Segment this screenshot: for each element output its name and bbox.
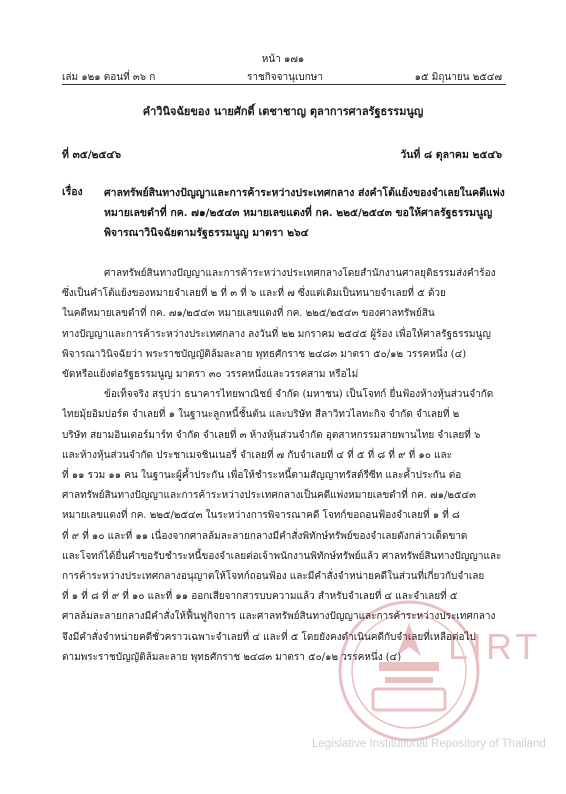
subject-line: ศาลทรัพย์สินทางปัญญาและการค้าระหว่างประเทศกลาง ส่งคำโต้แย้งของจำเลยในคดีแพ่ง: [104, 187, 505, 199]
text-line: ที่ ๙ ที่ ๑๐ และที่ ๑๑ เนื่องจากศาลล้มละลายกลางมีคำสั่งพิทักษ์ทรัพย์ของจำเลยดังกล่าวเด็ดขาด: [62, 530, 468, 542]
gazette-date: ๑๕ มิถุนายน ๒๕๔๗: [414, 72, 502, 83]
text-line: และห้างหุ้นส่วนจำกัด ประชาเมจชินเนอรี่ จำเลยที่ ๗ กับจำเลยที่ ๔ ที่ ๕ ที่ ๘ ที่ ๙ ที่ ๑๐ และ: [62, 449, 452, 461]
text-line: ศาลล้มละลายกลางมีคำสั่งให้ฟื้นฟูกิจการ และศาลทรัพย์สินทางปัญญาและการค้าระหว่างประเทศกลาง: [62, 611, 496, 623]
text-line: การค้าระหว่างประเทศกลางอนุญาตให้โจทก์ถอนฟ้อง และมีคำสั่งจำหน่ายคดีในส่วนที่เกี่ยวกับจำเลย: [62, 571, 485, 583]
repository-watermark: [222, 596, 552, 776]
text-line: ศาลทรัพย์สินทางปัญญาและการค้าระหว่างประเทศกลางเป็นคดีแพ่งหมายเลขดำที่ กค. ๗๑/๒๕๔๓: [62, 490, 476, 502]
document-date: วันที่ ๘ ตุลาคม ๒๕๔๖: [400, 149, 502, 161]
text-line: บริษัท สยามอินเตอร์มาร์ท จำกัด จำเลยที่ ๓ ห้างหุ้นส่วนจำกัด อุตสาหกรรมสายพานไทย จำเลยที่ ๖: [62, 429, 481, 441]
text-line: ทางปัญญาและการค้าระหว่างประเทศกลาง ลงวันที่ ๒๒ มกราคม ๒๕๔๕ ผู้ร้อง เพื่อให้ศาลรัฐธรรมนูญ: [62, 328, 491, 340]
text-line: ซึ่งเป็นคำโต้แย้งของหมายจำเลยที่ ๒ ที่ ๓ ที่ ๖ และที่ ๗ ซึ่งแต่เดิมเป็นทนายจำเลยที่ ๕ ด้วย: [62, 288, 446, 300]
document-number: ที่ ๓๕/๒๕๔๖: [62, 149, 122, 161]
text-line: พิจารณาวินิจฉัยว่า พระราชบัญญัติล้มละลาย พุทธศักราช ๒๔๘๓ มาตรา ๕๐/๑๒ วรรคหนึ่ง (๔): [62, 348, 467, 360]
text-line: ไทยมุ้ยอิมปอร์ต จำเลยที่ ๑ ในฐานะลูกหนี้ชั้นต้น และบริษัท สีลาวิทวไลทะกิจ จำกัด จำเลยที่ ๒: [62, 409, 460, 421]
subject-text: [104, 183, 512, 243]
page-number: หน้า ๑๗๑: [261, 54, 305, 65]
header-divider: [62, 84, 506, 85]
text-line: และโจทก์ได้ยื่นคำขอรับชำระหนี้ของจำเลยต่อเจ้าพนักงานพิทักษ์ทรัพย์แล้ว ศาลทรัพย์สินทางปัญญาและ: [62, 550, 502, 562]
document-title: คำวินิจฉัยของ นายศักดิ์ เตชาชาญ ตุลาการศาลรัฐธรรมนูญ: [142, 105, 424, 118]
text-line: ที่ ๑๑ รวม ๑๑ คน ในฐานะผู้ค้ำประกัน เพื่อให้ชำระหนี้ตามสัญญาทรัสต์รีซีท และค้ำประกัน ต่อ: [62, 470, 462, 482]
subject-line: พิจารณาวินิจฉัยตามรัฐธรรมนูญ มาตรา ๒๖๔: [104, 227, 309, 239]
text-line: ในคดีหมายเลขดำที่ กค. ๗๑/๒๕๔๓ หมายเลขแดงที่ กค. ๒๒๕/๒๕๔๓ ของศาลทรัพย์สิน: [62, 308, 435, 320]
subject-label: เรื่อง: [62, 186, 83, 198]
text-line: ตามพระราชบัญญัติล้มละลาย พุทธศักราช ๒๔๘๓ มาตรา ๕๐/๑๒ วรรคหนึ่ง (๔): [62, 651, 402, 663]
paragraph-1: [62, 264, 510, 385]
subject-line: หมายเลขดำที่ กค. ๗๑/๒๕๔๓ หมายเลขแดงที่ กค. ๒๒๕/๒๕๔๓ ขอให้ศาลรัฐธรรมนูญ: [104, 207, 493, 219]
gazette-header: [62, 70, 502, 85]
text-line: ขัดหรือแย้งต่อรัฐธรรมนูญ มาตรา ๓๐ วรรคหนึ่งและวรรคสาม หรือไม่: [62, 369, 359, 381]
text-line: จึงมีคำสั่งจำหน่ายคดีชั่วคราวเฉพาะจำเลยที่ ๔ และที่ ๕ โดยยังคงดำเนินคดีกับจำเลยที่เหลือต่อไป: [62, 631, 476, 643]
gazette-name: ราชกิจจานุเบกษา: [246, 72, 323, 83]
volume-issue: เล่ม ๑๒๑ ตอนที่ ๓๖ ก: [62, 72, 156, 83]
watermark-logo-text: LIRT: [448, 626, 542, 667]
text-line: ข้อเท็จจริง สรุปว่า ธนาคารไทยพาณิชย์ จำกัด (มหาชน) เป็นโจทก์ ยื่นฟ้องห้างหุ้นส่วนจำกัด: [104, 389, 494, 401]
seal-icon: [334, 596, 484, 746]
text-line: ที่ ๑ ที่ ๘ ที่ ๙ ที่ ๑๐ และที่ ๑๑ ออกเสียจากสารบบความแล้ว สำหรับจำเลยที่ ๔ และจำเลยที่ ๕: [62, 591, 458, 603]
watermark-caption: Legislative Institutional Repository of Thailand: [312, 738, 546, 750]
text-line: ศาลทรัพย์สินทางปัญญาและการค้าระหว่างประเทศกลางโดยสำนักงานศาลยุติธรรมส่งคำร้อง: [104, 268, 496, 279]
text-line: หมายเลขแดงที่ กค. ๒๒๕/๒๕๔๓ ในระหว่างการพิจารณาคดี โจทก์ขอถอนฟ้องจำเลยที่ ๑ ที่ ๘: [62, 510, 460, 522]
